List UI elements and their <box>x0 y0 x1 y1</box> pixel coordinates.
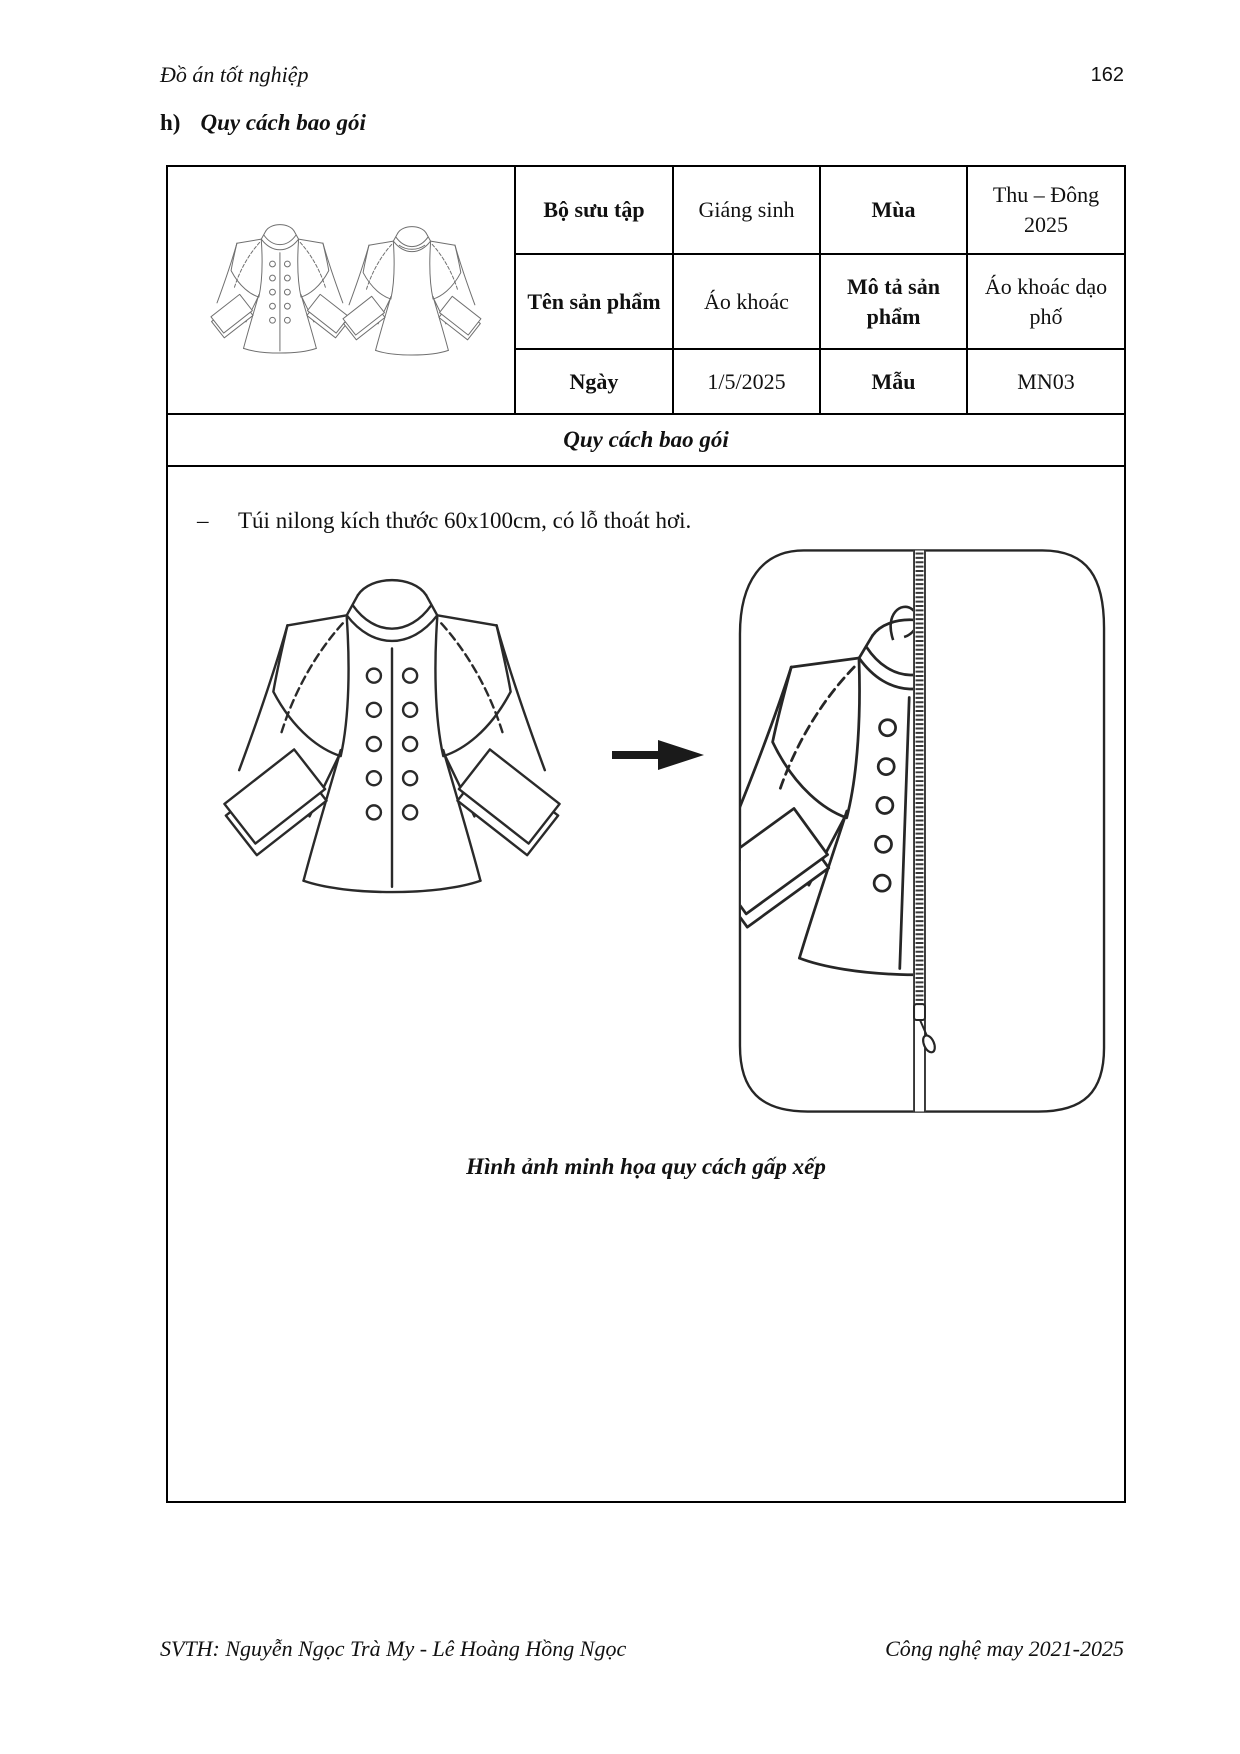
garment-bag-sketch <box>734 543 1110 1119</box>
table-label: Mô tả sản phẩm <box>820 254 967 349</box>
page-footer <box>160 1636 1124 1662</box>
table-label: Tên sản phẩm <box>515 254 673 349</box>
figure-caption: Hình ảnh minh họa quy cách gấp xếp <box>466 1154 826 1179</box>
header-title: Đồ án tốt nghiệp <box>160 62 309 87</box>
table-row <box>167 414 1125 466</box>
table-value: Thu – Đông 2025 <box>967 166 1125 254</box>
table-label: Mùa <box>820 166 967 254</box>
bullet-text: Túi nilong kích thước 60x100cm, có lỗ thoát hơi. <box>238 508 692 533</box>
table-section-banner: Quy cách bao gói <box>167 414 1125 466</box>
page-number: 162 <box>1090 64 1124 86</box>
bullet-marker: – <box>197 508 209 533</box>
footer-program: Công nghệ may 2021-2025 <box>885 1636 1124 1661</box>
table-value: Áo khoác dạo phố <box>967 254 1125 349</box>
table-label: Mẫu <box>820 349 967 414</box>
jacket-front-back-sketch-icon <box>193 192 489 394</box>
table-value: 1/5/2025 <box>673 349 820 414</box>
table-value: Giáng sinh <box>673 166 820 254</box>
table-row <box>167 166 1125 254</box>
section-heading <box>160 110 366 136</box>
packaging-content-cell <box>167 466 1125 1502</box>
table-value: Áo khoác <box>673 254 820 349</box>
packaging-figure <box>174 541 1128 1121</box>
table-label: Bộ sưu tập <box>515 166 673 254</box>
table-label: Ngày <box>515 349 673 414</box>
product-sketch-cell <box>167 166 515 414</box>
section-heading-title: Quy cách bao gói <box>200 110 366 135</box>
spec-table <box>166 165 1126 1503</box>
table-row <box>167 466 1125 1502</box>
section-heading-label: h) <box>160 110 181 135</box>
right-arrow-icon <box>612 737 704 773</box>
jacket-front-sketch <box>210 563 574 913</box>
table-value: MN03 <box>967 349 1125 414</box>
footer-authors: SVTH: Nguyễn Ngọc Trà My - Lê Hoàng Hồng Ngọc <box>160 1636 627 1661</box>
